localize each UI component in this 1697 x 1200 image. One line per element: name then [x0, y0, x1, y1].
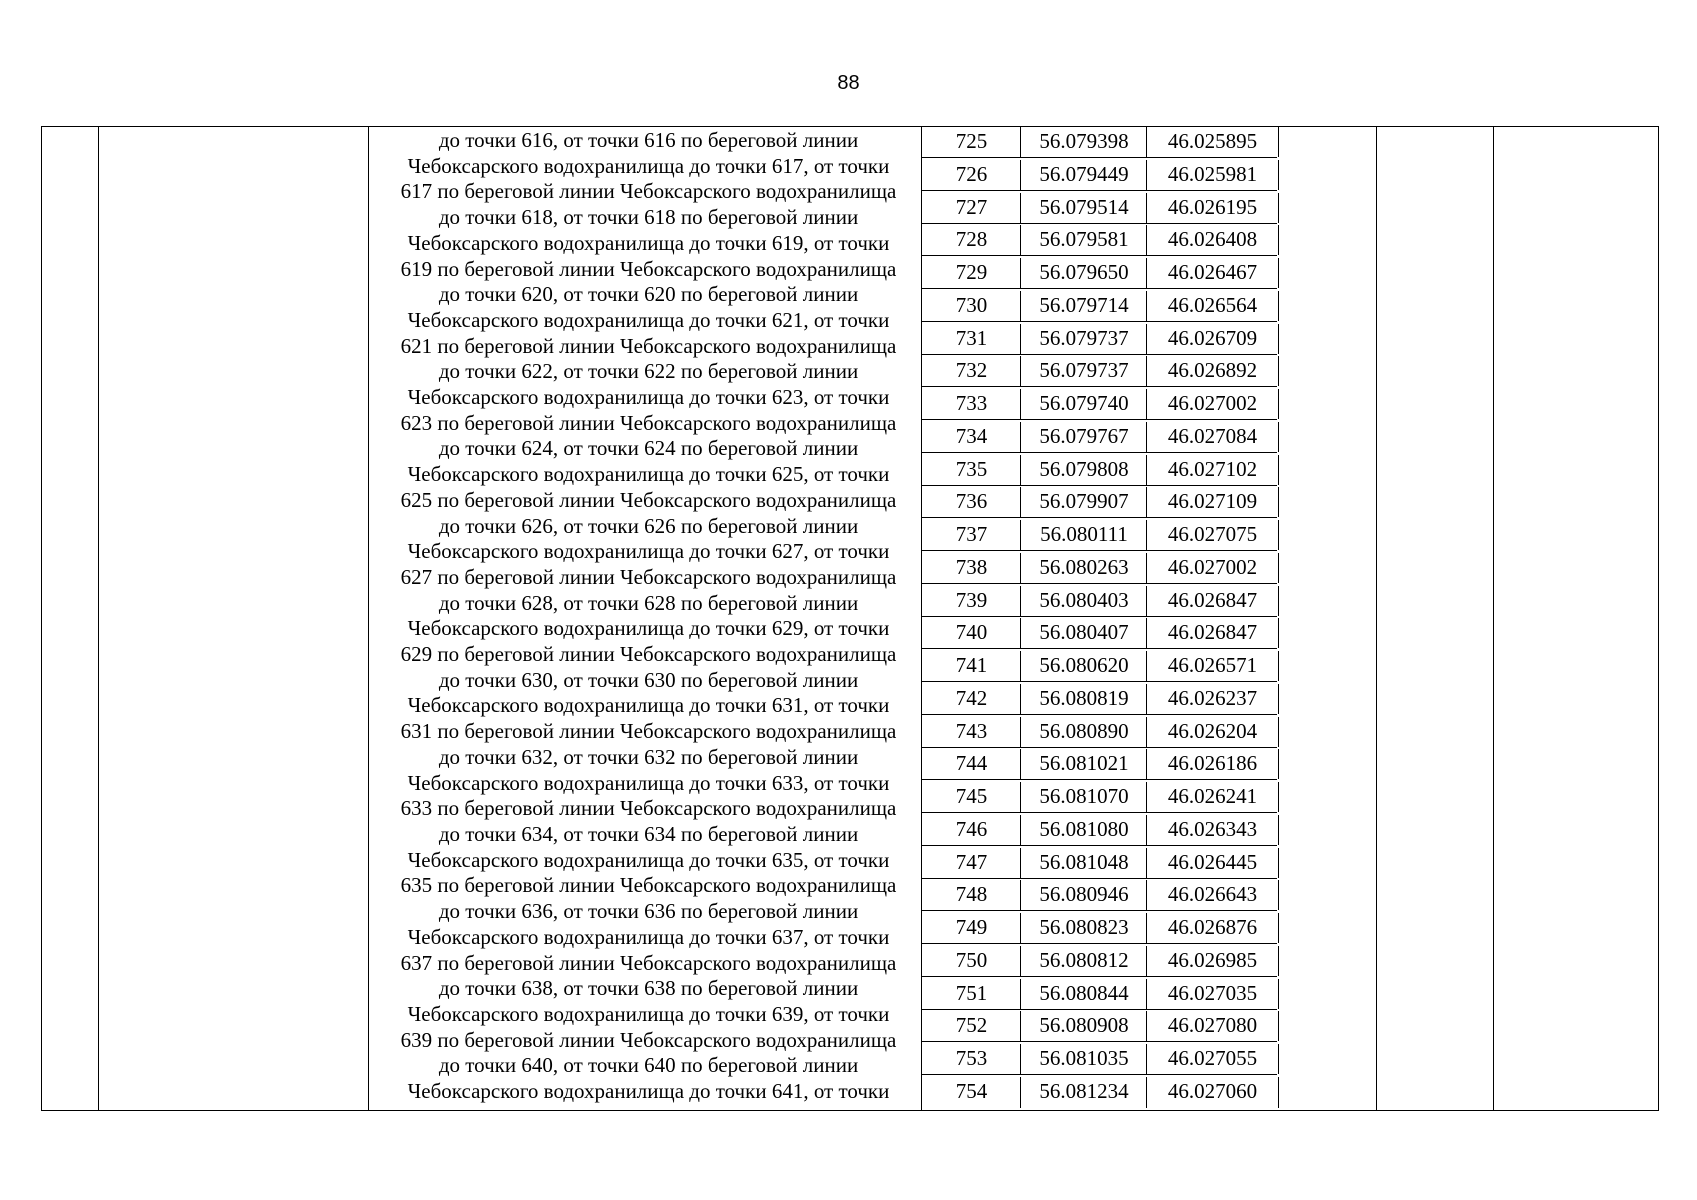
latitude-cell: 56.080946 — [1020, 880, 1147, 910]
point-number-cell: 745 — [921, 782, 1021, 812]
latitude-cell: 56.079737 — [1020, 356, 1147, 386]
longitude-cell: 46.027075 — [1146, 520, 1279, 550]
table-row — [921, 782, 1277, 813]
point-number-cell: 739 — [921, 586, 1021, 616]
point-number-cell: 738 — [921, 553, 1021, 583]
boundary-table — [41, 126, 1659, 1111]
point-number-cell: 727 — [921, 193, 1021, 223]
point-number-cell: 740 — [921, 618, 1021, 648]
point-number-cell: 749 — [921, 913, 1021, 943]
table-row — [921, 487, 1277, 518]
point-number-cell: 725 — [921, 127, 1021, 157]
latitude-cell: 56.079514 — [1020, 193, 1147, 223]
latitude-cell: 56.079767 — [1020, 422, 1147, 452]
longitude-cell: 46.026408 — [1146, 225, 1279, 255]
longitude-cell: 46.026564 — [1146, 291, 1279, 321]
latitude-cell: 56.081048 — [1020, 848, 1147, 878]
longitude-cell: 46.026241 — [1146, 782, 1279, 812]
point-number-cell: 751 — [921, 979, 1021, 1009]
latitude-cell: 56.080111 — [1020, 520, 1147, 550]
latitude-cell: 56.081070 — [1020, 782, 1147, 812]
table-row — [921, 127, 1277, 158]
latitude-cell: 56.080908 — [1020, 1011, 1147, 1041]
point-number-cell: 731 — [921, 324, 1021, 354]
table-row — [921, 651, 1277, 682]
latitude-cell: 56.079398 — [1020, 127, 1147, 157]
longitude-cell: 46.026643 — [1146, 880, 1279, 910]
latitude-cell: 56.081234 — [1020, 1077, 1147, 1108]
table-row — [921, 291, 1277, 322]
longitude-cell: 46.027109 — [1146, 487, 1279, 517]
longitude-cell: 46.027035 — [1146, 979, 1279, 1009]
point-number-cell: 746 — [921, 815, 1021, 845]
longitude-cell: 46.027002 — [1146, 553, 1279, 583]
point-number-cell: 741 — [921, 651, 1021, 681]
boundary-description: до точки 616, от точки 616 по береговой линии Чебоксарского водохранилища до точки 617, от точки 617 по береговой линии Чебоксарского водохранилища до точки 618, от точки 618 по береговой линии Чебоксарского водохранилища до точки 619, от точки 619 по береговой линии Чебоксарского водохранилища до точки 620, от точки 620 по береговой линии Чебоксарского водохранилища до точки 621, от точки 621 по береговой линии Чебоксарского водохранилища до точки 622, от точки 622 по береговой линии Чебоксарского водохранилища до точки 623, от точки 623 по береговой линии Чебоксарского водохранилища до точки 624, от точки 624 по береговой линии Чебоксарского водохранилища до точки 625, от точки 625 по береговой линии Чебоксарского водохранилища до точки 626, от точки 626 по береговой линии Чебоксарского водохранилища до точки 627, от точки 627 по береговой линии Чебоксарского водохранилища до точки 628, от точки 628 по береговой линии Чебоксарского водохранилища до точки 629, от точки 629 по береговой линии Чебоксарского водохранилища до точки 630, от точки 630 по береговой линии Чебоксарского водохранилища до точки 631, от точки 631 по береговой линии Чебоксарского водохранилища до точки 632, от точки 632 по береговой линии Чебоксарского водохранилища до точки 633, от точки 633 по береговой линии Чебоксарского водохранилища до точки 634, от точки 634 по береговой линии Чебоксарского водохранилища до точки 635, от точки 635 по береговой линии Чебоксарского водохранилища до точки 636, от точки 636 по береговой линии Чебоксарского водохранилища до точки 637, от точки 637 по береговой линии Чебоксарского водохранилища до точки 638, от точки 638 по береговой линии Чебоксарского водохранилища до точки 639, от точки 639 по береговой линии Чебоксарского водохранилища до точки 640, от точки 640 по береговой линии Чебоксарского водохранилища до точки 641, от точки — [400, 128, 897, 1104]
longitude-cell: 46.027055 — [1146, 1044, 1279, 1074]
table-row — [921, 684, 1277, 715]
latitude-cell: 56.080890 — [1020, 717, 1147, 747]
table-row — [921, 160, 1277, 191]
latitude-cell: 56.081021 — [1020, 749, 1147, 779]
point-number-cell: 728 — [921, 225, 1021, 255]
column-divider — [1493, 127, 1494, 1110]
longitude-cell: 46.026892 — [1146, 356, 1279, 386]
column-divider — [368, 127, 369, 1110]
table-row — [921, 1011, 1277, 1042]
table-row — [921, 979, 1277, 1010]
table-row — [921, 1044, 1277, 1075]
table-row — [921, 225, 1277, 256]
latitude-cell: 56.080263 — [1020, 553, 1147, 583]
table-row — [921, 258, 1277, 289]
latitude-cell: 56.081080 — [1020, 815, 1147, 845]
point-number-cell: 752 — [921, 1011, 1021, 1041]
column-divider — [98, 127, 99, 1110]
longitude-cell: 46.026186 — [1146, 749, 1279, 779]
table-row — [921, 455, 1277, 486]
latitude-cell: 56.079581 — [1020, 225, 1147, 255]
longitude-cell: 46.027002 — [1146, 389, 1279, 419]
latitude-cell: 56.080620 — [1020, 651, 1147, 681]
table-row — [921, 553, 1277, 584]
longitude-cell: 46.026985 — [1146, 946, 1279, 976]
longitude-cell: 46.026195 — [1146, 193, 1279, 223]
latitude-cell: 56.081035 — [1020, 1044, 1147, 1074]
longitude-cell: 46.025981 — [1146, 160, 1279, 190]
latitude-cell: 56.079808 — [1020, 455, 1147, 485]
latitude-cell: 56.079449 — [1020, 160, 1147, 190]
longitude-cell: 46.027060 — [1146, 1077, 1279, 1108]
table-row — [921, 913, 1277, 944]
point-number-cell: 732 — [921, 356, 1021, 386]
longitude-cell: 46.026571 — [1146, 651, 1279, 681]
longitude-cell: 46.026709 — [1146, 324, 1279, 354]
point-number-cell: 733 — [921, 389, 1021, 419]
point-number-cell: 736 — [921, 487, 1021, 517]
table-row — [921, 193, 1277, 224]
point-number-cell: 744 — [921, 749, 1021, 779]
point-number-cell: 743 — [921, 717, 1021, 747]
point-number-cell: 729 — [921, 258, 1021, 288]
longitude-cell: 46.027084 — [1146, 422, 1279, 452]
longitude-cell: 46.026467 — [1146, 258, 1279, 288]
column-divider — [1376, 127, 1377, 1110]
latitude-cell: 56.080407 — [1020, 618, 1147, 648]
longitude-cell: 46.026237 — [1146, 684, 1279, 714]
point-number-cell: 726 — [921, 160, 1021, 190]
latitude-cell: 56.080823 — [1020, 913, 1147, 943]
longitude-cell: 46.026204 — [1146, 717, 1279, 747]
longitude-cell: 46.027102 — [1146, 455, 1279, 485]
latitude-cell: 56.079714 — [1020, 291, 1147, 321]
table-row — [921, 586, 1277, 617]
longitude-cell: 46.025895 — [1146, 127, 1279, 157]
latitude-cell: 56.080844 — [1020, 979, 1147, 1009]
table-row — [921, 815, 1277, 846]
latitude-cell: 56.079737 — [1020, 324, 1147, 354]
point-number-cell: 737 — [921, 520, 1021, 550]
table-row — [921, 356, 1277, 387]
table-row — [921, 880, 1277, 911]
point-number-cell: 754 — [921, 1077, 1021, 1108]
table-row — [921, 848, 1277, 879]
longitude-cell: 46.026876 — [1146, 913, 1279, 943]
table-row — [921, 946, 1277, 977]
page-number: 88 — [837, 72, 860, 94]
longitude-cell: 46.026445 — [1146, 848, 1279, 878]
table-row — [921, 324, 1277, 355]
point-number-cell: 730 — [921, 291, 1021, 321]
longitude-cell: 46.027080 — [1146, 1011, 1279, 1041]
latitude-cell: 56.079907 — [1020, 487, 1147, 517]
table-row — [921, 389, 1277, 420]
point-number-cell: 753 — [921, 1044, 1021, 1074]
table-row — [921, 1077, 1277, 1108]
latitude-cell: 56.080403 — [1020, 586, 1147, 616]
coordinates-table — [921, 127, 1277, 1108]
table-row — [921, 717, 1277, 748]
point-number-cell: 735 — [921, 455, 1021, 485]
latitude-cell: 56.079650 — [1020, 258, 1147, 288]
point-number-cell: 734 — [921, 422, 1021, 452]
latitude-cell: 56.080812 — [1020, 946, 1147, 976]
table-row — [921, 520, 1277, 551]
point-number-cell: 750 — [921, 946, 1021, 976]
point-number-cell: 747 — [921, 848, 1021, 878]
latitude-cell: 56.079740 — [1020, 389, 1147, 419]
table-row — [921, 618, 1277, 649]
point-number-cell: 748 — [921, 880, 1021, 910]
point-number-cell: 742 — [921, 684, 1021, 714]
longitude-cell: 46.026847 — [1146, 586, 1279, 616]
longitude-cell: 46.026343 — [1146, 815, 1279, 845]
longitude-cell: 46.026847 — [1146, 618, 1279, 648]
latitude-cell: 56.080819 — [1020, 684, 1147, 714]
table-row — [921, 422, 1277, 453]
table-row — [921, 749, 1277, 780]
